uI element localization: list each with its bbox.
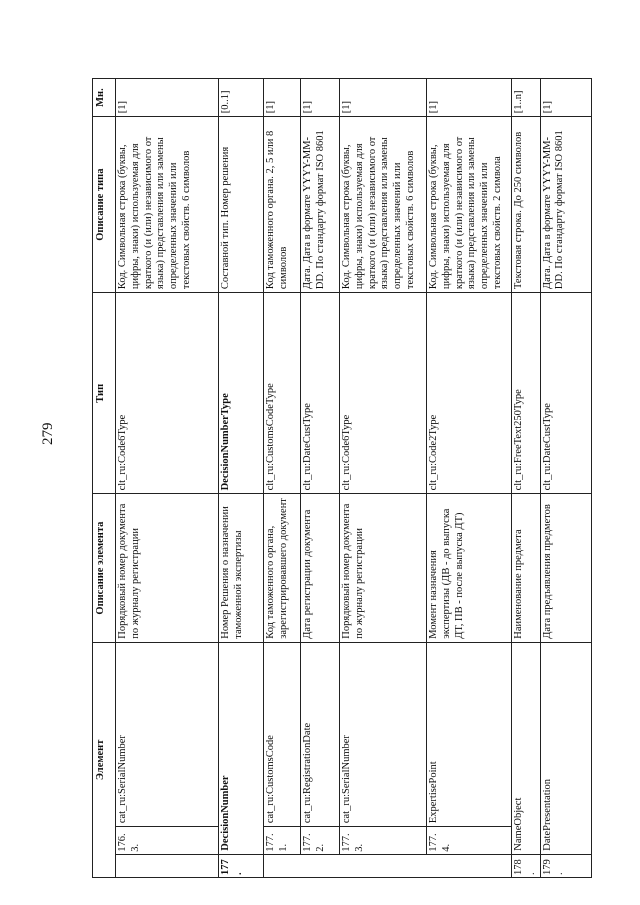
row-type: clt_ru:CustomsCodeType [264, 293, 301, 494]
row-subnum: 176.3. [116, 827, 219, 855]
row-element-description: Номер Решения о назначении таможенной экспертизы [219, 494, 264, 642]
row-type-description: Дата. Дата в формате YYYY-MM-DD. По стандарту формат ISO 8601 [540, 117, 591, 293]
row-element: DecisionNumber [219, 642, 264, 854]
row-type-description: Дата. Дата в формате YYYY-MM-DD. По стандарту формат ISO 8601 [301, 117, 340, 293]
row-type-description: Код. Символьная строка (буквы, цифры, знаки) используемая для краткого (и (или) независимого от языка) представления или замены определенных значений или текстовых свойств. 2 символа [427, 117, 512, 293]
table-row [301, 79, 340, 878]
table-row [340, 79, 427, 878]
row-type-description: Код таможенного органа. 2, 5 или 8 символов [264, 117, 301, 293]
row-element: cat_ru:RegistrationDate [301, 642, 340, 826]
row-multiplicity: [1..n] [512, 79, 541, 117]
row-num [301, 854, 340, 877]
row-subnum: 177.1. [264, 827, 301, 855]
row-subnum: 177.4. [427, 827, 512, 855]
row-type: clt_ru:DateCustType [540, 293, 591, 494]
row-multiplicity: [1] [340, 79, 427, 117]
table-row [264, 79, 301, 878]
row-num: 178. [512, 854, 541, 877]
row-type: clt_ru:FreeText250Type [512, 293, 541, 494]
row-type: clt_ru:Code6Type [116, 293, 219, 494]
row-type: clt_ru:DateCustType [301, 293, 340, 494]
table-row [219, 79, 264, 878]
row-subnum: 177.3. [340, 827, 427, 855]
row-type-description: Код. Символьная строка (буквы, цифры, знаки) используемая для краткого (и (или) независимого от языка) представления или замены определенных значений или текстовых свойств. 6 символов [116, 117, 219, 293]
row-type-description: Составной тип. Номер решения [219, 117, 264, 293]
row-element-description: Момент назначения экспертизы (ДВ - до выпуска ДТ, ПВ - после выпуска ДТ) [427, 494, 512, 642]
row-element-description: Порядковый номер документа по журналу регистрации [340, 494, 427, 642]
row-type-description: Текстовая строка. До 250 символов [512, 117, 541, 293]
table-header [93, 79, 116, 878]
row-multiplicity: [1] [116, 79, 219, 117]
row-element: cat_ru:SerialNumber [116, 642, 219, 826]
row-num: 179. [540, 854, 591, 877]
elements-table [92, 78, 592, 878]
row-element-description: Дата регистрации документа [301, 494, 340, 642]
row-element: DatePresentation [540, 642, 591, 854]
rotated-page [92, 78, 598, 878]
row-element: ExpertisePoint [427, 642, 512, 826]
table-row [512, 79, 541, 878]
row-element: cat_ru:CustomsCode [264, 642, 301, 826]
row-multiplicity: [1] [540, 79, 591, 117]
page-number: 279 [40, 422, 56, 445]
row-num [116, 854, 219, 877]
header-element-description: Описание элемента [93, 494, 116, 642]
row-type: DecisionNumberType [219, 293, 264, 494]
row-element: NameObject [512, 642, 541, 854]
row-element-description: Наименование предмета [512, 494, 541, 642]
row-num [427, 854, 512, 877]
row-num: 177. [219, 854, 264, 877]
header-type-description: Описание типа [93, 117, 116, 293]
row-type-description: Код. Символьная строка (буквы, цифры, знаки) используемая для краткого (и (или) независимого от языка) представления или замены определенных значений или текстовых свойств. 6 символов [340, 117, 427, 293]
row-element-description: Дата предъявления предметов [540, 494, 591, 642]
row-type: clt_ru:Code6Type [340, 293, 427, 494]
table-row [540, 79, 591, 878]
header-type: Тип [93, 293, 116, 494]
row-multiplicity: [1] [427, 79, 512, 117]
row-type: clt_ru:Code2Type [427, 293, 512, 494]
header-multiplicity: Мн. [93, 79, 116, 117]
row-num [340, 854, 427, 877]
header-element: Элемент [93, 642, 116, 877]
row-element-description: Порядковый номер документа по журналу регистрации [116, 494, 219, 642]
row-multiplicity: [1] [264, 79, 301, 117]
row-multiplicity: [0..1] [219, 79, 264, 117]
row-num [264, 854, 301, 877]
row-element: cat_ru:SerialNumber [340, 642, 427, 826]
row-element-description: Код таможенного органа, зарегистрировавшего документ [264, 494, 301, 642]
row-subnum: 177.2. [301, 827, 340, 855]
table-row [116, 79, 219, 878]
row-multiplicity: [1] [301, 79, 340, 117]
table-row [427, 79, 512, 878]
